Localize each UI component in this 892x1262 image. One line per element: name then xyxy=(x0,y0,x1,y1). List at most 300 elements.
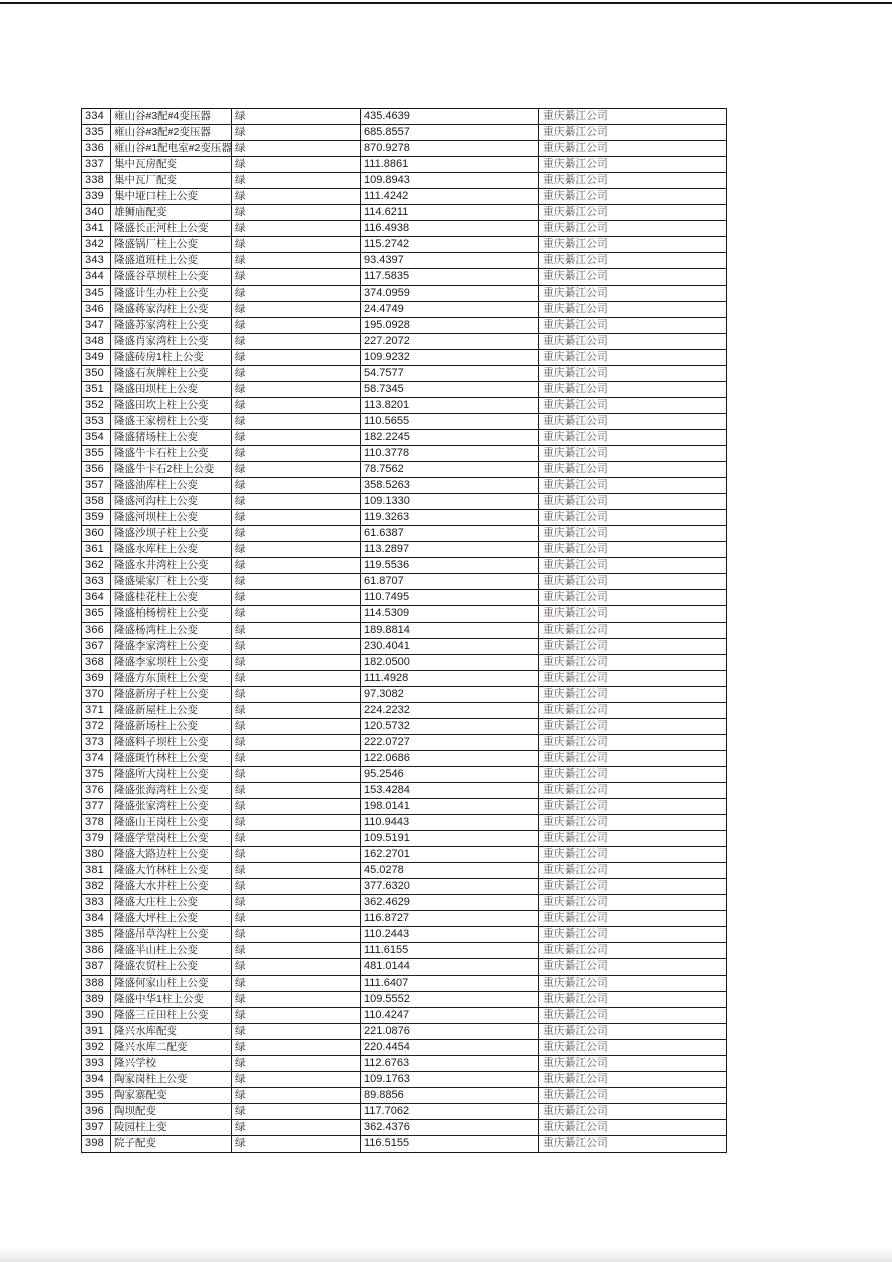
device-name-cell: 隆盛谷草坝柱上公变 xyxy=(111,269,232,284)
company-cell: 重庆綦江公司 xyxy=(543,880,608,893)
table-row xyxy=(82,590,726,606)
value-cell: 221.0876 xyxy=(361,1024,539,1039)
value-cell: 120.5732 xyxy=(361,719,539,734)
company-cell: 重庆綦江公司 xyxy=(543,158,608,171)
value-cell: 95.2546 xyxy=(361,767,539,782)
company-cell: 重庆綦江公司 xyxy=(543,126,608,139)
row-number-cell: 375 xyxy=(82,767,111,782)
company-cell: 重庆綦江公司 xyxy=(543,527,608,540)
value-cell: 109.1763 xyxy=(361,1072,539,1087)
table-row xyxy=(82,879,726,895)
company-cell: 重庆綦江公司 xyxy=(543,334,608,347)
status-cell: 绿 xyxy=(232,815,361,830)
value-cell: 119.5536 xyxy=(361,558,539,573)
company-cell: 重庆綦江公司 xyxy=(543,1088,608,1101)
company-cell: 重庆綦江公司 xyxy=(543,800,608,813)
company-cell: 重庆綦江公司 xyxy=(543,976,608,989)
company-cell: 重庆綦江公司 xyxy=(543,190,608,203)
company-cell: 重庆綦江公司 xyxy=(543,238,608,251)
table-row xyxy=(82,494,726,510)
device-name-cell: 隆盛牛卡石2柱上公变 xyxy=(111,462,232,477)
row-number-cell: 369 xyxy=(82,671,111,686)
row-number-cell: 387 xyxy=(82,959,111,974)
device-name-cell: 隆盛李家湾柱上公变 xyxy=(111,639,232,654)
row-number-cell: 358 xyxy=(82,494,111,509)
status-cell: 绿 xyxy=(232,286,361,301)
row-number-cell: 348 xyxy=(82,334,111,349)
company-cell: 重庆綦江公司 xyxy=(543,575,608,588)
company-cell: 重庆綦江公司 xyxy=(543,1120,608,1133)
device-name-cell: 隆盛半山柱上公变 xyxy=(111,943,232,958)
value-cell: 162.2701 xyxy=(361,847,539,862)
device-name-cell: 隆盛蒋家沟柱上公变 xyxy=(111,302,232,317)
device-name-cell: 隆盛计生办柱上公变 xyxy=(111,286,232,301)
value-cell: 377.6320 xyxy=(361,879,539,894)
device-name-cell: 隆盛新屋柱上公变 xyxy=(111,703,232,718)
table-row xyxy=(82,253,726,269)
company-cell: 重庆綦江公司 xyxy=(543,751,608,764)
device-name-cell: 隆兴水库配变 xyxy=(111,1024,232,1039)
company-cell: 重庆綦江公司 xyxy=(543,719,608,732)
company-cell: 重庆綦江公司 xyxy=(543,350,608,363)
device-name-cell: 隆盛牛卡石柱上公变 xyxy=(111,446,232,461)
company-cell: 重庆綦江公司 xyxy=(543,366,608,379)
row-number-cell: 337 xyxy=(82,157,111,172)
table-row xyxy=(82,623,726,639)
status-cell: 绿 xyxy=(232,302,361,317)
row-number-cell: 366 xyxy=(82,623,111,638)
status-cell: 绿 xyxy=(232,269,361,284)
status-cell: 绿 xyxy=(232,398,361,413)
status-cell: 绿 xyxy=(232,334,361,349)
status-cell: 绿 xyxy=(232,847,361,862)
status-cell: 绿 xyxy=(232,478,361,493)
device-name-cell: 陶家岗柱上公变 xyxy=(111,1072,232,1087)
device-name-cell: 隆盛学堂岗柱上公变 xyxy=(111,831,232,846)
row-number-cell: 395 xyxy=(82,1088,111,1103)
status-cell: 绿 xyxy=(232,751,361,766)
company-cell: 重庆綦江公司 xyxy=(543,254,608,267)
device-name-cell: 隆盛大竹林柱上公变 xyxy=(111,863,232,878)
device-name-cell: 隆盛田坝柱上公变 xyxy=(111,382,232,397)
device-name-cell: 雍山谷#3配#2变压器 xyxy=(111,125,232,140)
company-cell: 重庆綦江公司 xyxy=(543,1056,608,1069)
device-name-cell: 隆盛柏杨榜柱上公变 xyxy=(111,606,232,621)
table-row xyxy=(82,286,726,302)
company-cell: 重庆綦江公司 xyxy=(543,832,608,845)
device-name-cell: 院子配变 xyxy=(111,1136,232,1152)
value-cell: 61.6387 xyxy=(361,526,539,541)
device-name-cell: 集中垭口柱上公变 xyxy=(111,189,232,204)
value-cell: 54.7577 xyxy=(361,366,539,381)
company-cell: 重庆綦江公司 xyxy=(543,1040,608,1053)
device-name-cell: 隆盛河坝柱上公变 xyxy=(111,510,232,525)
value-cell: 358.5263 xyxy=(361,478,539,493)
row-number-cell: 341 xyxy=(82,221,111,236)
device-name-cell: 隆盛大坪柱上公变 xyxy=(111,911,232,926)
status-cell: 绿 xyxy=(232,318,361,333)
table-row xyxy=(82,269,726,285)
value-cell: 122.0686 xyxy=(361,751,539,766)
company-cell: 重庆綦江公司 xyxy=(543,639,608,652)
row-number-cell: 378 xyxy=(82,815,111,830)
row-number-cell: 342 xyxy=(82,237,111,252)
status-cell: 绿 xyxy=(232,719,361,734)
table-row xyxy=(82,943,726,959)
value-cell: 481.0144 xyxy=(361,959,539,974)
company-cell: 重庆綦江公司 xyxy=(543,783,608,796)
row-number-cell: 367 xyxy=(82,639,111,654)
status-cell: 绿 xyxy=(232,1040,361,1055)
value-cell: 111.8861 xyxy=(361,157,539,172)
company-cell: 重庆綦江公司 xyxy=(543,944,608,957)
table-row xyxy=(82,430,726,446)
device-name-cell: 隆盛砖房1柱上公变 xyxy=(111,350,232,365)
value-cell: 230.4041 xyxy=(361,639,539,654)
company-cell: 重庆綦江公司 xyxy=(543,960,608,973)
row-number-cell: 376 xyxy=(82,783,111,798)
row-number-cell: 355 xyxy=(82,446,111,461)
status-cell: 绿 xyxy=(232,125,361,140)
company-cell: 重庆綦江公司 xyxy=(543,142,608,155)
device-name-cell: 隆盛新场柱上公变 xyxy=(111,719,232,734)
value-cell: 61.8707 xyxy=(361,574,539,589)
company-cell: 重庆綦江公司 xyxy=(543,446,608,459)
table-row xyxy=(82,542,726,558)
table-row xyxy=(82,526,726,542)
value-cell: 362.4629 xyxy=(361,895,539,910)
status-cell: 绿 xyxy=(232,1072,361,1087)
device-name-cell: 隆盛肖家湾柱上公变 xyxy=(111,334,232,349)
row-number-cell: 377 xyxy=(82,799,111,814)
row-number-cell: 361 xyxy=(82,542,111,557)
table-row xyxy=(82,815,726,831)
row-number-cell: 389 xyxy=(82,992,111,1007)
row-number-cell: 360 xyxy=(82,526,111,541)
row-number-cell: 396 xyxy=(82,1104,111,1119)
table-row xyxy=(82,141,726,157)
value-cell: 58.7345 xyxy=(361,382,539,397)
row-number-cell: 351 xyxy=(82,382,111,397)
device-name-cell: 隆盛王家榜柱上公变 xyxy=(111,414,232,429)
status-cell: 绿 xyxy=(232,703,361,718)
company-cell: 重庆綦江公司 xyxy=(543,655,608,668)
table-row xyxy=(82,655,726,671)
company-cell: 重庆綦江公司 xyxy=(543,864,608,877)
table-row xyxy=(82,189,726,205)
value-cell: 182.0500 xyxy=(361,655,539,670)
device-name-cell: 隆盛长正河柱上公变 xyxy=(111,221,232,236)
row-number-cell: 363 xyxy=(82,574,111,589)
device-name-cell: 隆盛苏家湾柱上公变 xyxy=(111,318,232,333)
device-name-cell: 隆盛三丘田柱上公变 xyxy=(111,1008,232,1023)
table-row xyxy=(82,687,726,703)
value-cell: 112.6763 xyxy=(361,1056,539,1071)
row-number-cell: 354 xyxy=(82,430,111,445)
status-cell: 绿 xyxy=(232,141,361,156)
table-row xyxy=(82,927,726,943)
row-number-cell: 388 xyxy=(82,976,111,991)
row-number-cell: 370 xyxy=(82,687,111,702)
row-number-cell: 336 xyxy=(82,141,111,156)
value-cell: 109.9232 xyxy=(361,350,539,365)
status-cell: 绿 xyxy=(232,526,361,541)
status-cell: 绿 xyxy=(232,799,361,814)
table-row xyxy=(82,751,726,767)
value-cell: 222.0727 xyxy=(361,735,539,750)
device-name-cell: 集中瓦房配变 xyxy=(111,157,232,172)
status-cell: 绿 xyxy=(232,350,361,365)
value-cell: 110.3778 xyxy=(361,446,539,461)
device-name-cell: 雍山谷#3配#4变压器 xyxy=(111,109,232,124)
value-cell: 113.2897 xyxy=(361,542,539,557)
value-cell: 24.4749 xyxy=(361,302,539,317)
value-cell: 870.9278 xyxy=(361,141,539,156)
value-cell: 89.8856 xyxy=(361,1088,539,1103)
company-cell: 重庆綦江公司 xyxy=(543,222,608,235)
company-cell: 重庆綦江公司 xyxy=(543,382,608,395)
status-cell: 绿 xyxy=(232,687,361,702)
status-cell: 绿 xyxy=(232,863,361,878)
table-row xyxy=(82,414,726,430)
table-row xyxy=(82,1136,726,1152)
table-row xyxy=(82,446,726,462)
device-name-cell: 隆盛方东顶柱上公变 xyxy=(111,671,232,686)
value-cell: 153.4284 xyxy=(361,783,539,798)
status-cell: 绿 xyxy=(232,895,361,910)
row-number-cell: 364 xyxy=(82,590,111,605)
device-name-cell: 隆兴水库二配变 xyxy=(111,1040,232,1055)
company-cell: 重庆綦江公司 xyxy=(543,398,608,411)
value-cell: 109.5191 xyxy=(361,831,539,846)
value-cell: 195.0928 xyxy=(361,318,539,333)
row-number-cell: 335 xyxy=(82,125,111,140)
status-cell: 绿 xyxy=(232,992,361,1007)
value-cell: 110.7495 xyxy=(361,590,539,605)
row-number-cell: 379 xyxy=(82,831,111,846)
value-cell: 110.5655 xyxy=(361,414,539,429)
row-number-cell: 394 xyxy=(82,1072,111,1087)
status-cell: 绿 xyxy=(232,767,361,782)
table-row xyxy=(82,783,726,799)
status-cell: 绿 xyxy=(232,911,361,926)
company-cell: 重庆綦江公司 xyxy=(543,912,608,925)
value-cell: 189.8814 xyxy=(361,623,539,638)
row-number-cell: 368 xyxy=(82,655,111,670)
table-row xyxy=(82,478,726,494)
status-cell: 绿 xyxy=(232,253,361,268)
device-name-cell: 隆盛大庄柱上公变 xyxy=(111,895,232,910)
table-row xyxy=(82,895,726,911)
row-number-cell: 359 xyxy=(82,510,111,525)
row-number-cell: 381 xyxy=(82,863,111,878)
value-cell: 110.4247 xyxy=(361,1008,539,1023)
table-row xyxy=(82,125,726,141)
status-cell: 绿 xyxy=(232,783,361,798)
status-cell: 绿 xyxy=(232,157,361,172)
status-cell: 绿 xyxy=(232,173,361,188)
row-number-cell: 384 xyxy=(82,911,111,926)
device-name-cell: 隆盛桂花柱上公变 xyxy=(111,590,232,605)
table-row xyxy=(82,1024,726,1040)
company-cell: 重庆綦江公司 xyxy=(543,928,608,941)
row-number-cell: 380 xyxy=(82,847,111,862)
row-number-cell: 390 xyxy=(82,1008,111,1023)
value-cell: 182.2245 xyxy=(361,430,539,445)
device-name-cell: 隆盛新房子柱上公变 xyxy=(111,687,232,702)
status-cell: 绿 xyxy=(232,959,361,974)
company-cell: 重庆綦江公司 xyxy=(543,302,608,315)
table-row xyxy=(82,205,726,221)
device-name-cell: 隆盛料子坝柱上公变 xyxy=(111,735,232,750)
value-cell: 119.3263 xyxy=(361,510,539,525)
company-cell: 重庆綦江公司 xyxy=(543,430,608,443)
table-row xyxy=(82,992,726,1008)
device-name-cell: 隆盛油库柱上公变 xyxy=(111,478,232,493)
value-cell: 362.4376 xyxy=(361,1120,539,1135)
value-cell: 114.5309 xyxy=(361,606,539,621)
device-name-cell: 隆兴学校 xyxy=(111,1056,232,1071)
row-number-cell: 349 xyxy=(82,350,111,365)
row-number-cell: 372 xyxy=(82,719,111,734)
value-cell: 97.3082 xyxy=(361,687,539,702)
table-row xyxy=(82,976,726,992)
row-number-cell: 345 xyxy=(82,286,111,301)
table-row xyxy=(82,1072,726,1088)
row-number-cell: 373 xyxy=(82,735,111,750)
device-name-cell: 隆盛大路边柱上公变 xyxy=(111,847,232,862)
company-cell: 重庆綦江公司 xyxy=(543,992,608,1005)
row-number-cell: 397 xyxy=(82,1120,111,1135)
row-number-cell: 392 xyxy=(82,1040,111,1055)
status-cell: 绿 xyxy=(232,927,361,942)
table-row xyxy=(82,366,726,382)
company-cell: 重庆綦江公司 xyxy=(543,1008,608,1021)
table-row xyxy=(82,703,726,719)
status-cell: 绿 xyxy=(232,574,361,589)
table-row xyxy=(82,735,726,751)
device-name-cell: 集中瓦厂配变 xyxy=(111,173,232,188)
value-cell: 115.2742 xyxy=(361,237,539,252)
value-cell: 111.6407 xyxy=(361,976,539,991)
company-cell: 重庆綦江公司 xyxy=(543,543,608,556)
device-name-cell: 陶家寨配变 xyxy=(111,1088,232,1103)
company-cell: 重庆綦江公司 xyxy=(543,495,608,508)
value-cell: 111.4242 xyxy=(361,189,539,204)
table-row xyxy=(82,1104,726,1120)
table-row xyxy=(82,398,726,414)
device-name-cell: 隆盛中华1柱上公变 xyxy=(111,992,232,1007)
device-name-cell: 隆盛农贸柱上公变 xyxy=(111,959,232,974)
row-number-cell: 346 xyxy=(82,302,111,317)
company-cell: 重庆綦江公司 xyxy=(543,848,608,861)
device-name-cell: 隆盛道班柱上公变 xyxy=(111,253,232,268)
table-row xyxy=(82,959,726,975)
value-cell: 109.5552 xyxy=(361,992,539,1007)
value-cell: 117.7062 xyxy=(361,1104,539,1119)
row-number-cell: 385 xyxy=(82,927,111,942)
status-cell: 绿 xyxy=(232,462,361,477)
status-cell: 绿 xyxy=(232,366,361,381)
row-number-cell: 338 xyxy=(82,173,111,188)
value-cell: 110.2443 xyxy=(361,927,539,942)
transformer-table xyxy=(81,108,727,1153)
status-cell: 绿 xyxy=(232,606,361,621)
device-name-cell: 雄狮庙配变 xyxy=(111,205,232,220)
device-name-cell: 隆盛张海湾柱上公变 xyxy=(111,783,232,798)
value-cell: 220.4454 xyxy=(361,1040,539,1055)
value-cell: 435.4639 xyxy=(361,109,539,124)
table-row xyxy=(82,157,726,173)
status-cell: 绿 xyxy=(232,1024,361,1039)
company-cell: 重庆綦江公司 xyxy=(543,110,608,122)
row-number-cell: 344 xyxy=(82,269,111,284)
row-number-cell: 365 xyxy=(82,606,111,621)
status-cell: 绿 xyxy=(232,879,361,894)
table-row xyxy=(82,173,726,189)
status-cell: 绿 xyxy=(232,189,361,204)
table-row xyxy=(82,462,726,478)
table-row xyxy=(82,1056,726,1072)
table-row xyxy=(82,606,726,622)
table-row xyxy=(82,221,726,237)
device-name-cell: 隆盛杨湾柱上公变 xyxy=(111,623,232,638)
row-number-cell: 340 xyxy=(82,205,111,220)
table-row xyxy=(82,1040,726,1056)
company-cell: 重庆綦江公司 xyxy=(543,816,608,829)
row-number-cell: 391 xyxy=(82,1024,111,1039)
value-cell: 117.5835 xyxy=(361,269,539,284)
device-name-cell: 隆盛张家湾柱上公变 xyxy=(111,799,232,814)
table-row xyxy=(82,831,726,847)
row-number-cell: 352 xyxy=(82,398,111,413)
value-cell: 113.8201 xyxy=(361,398,539,413)
row-number-cell: 383 xyxy=(82,895,111,910)
company-cell: 重庆綦江公司 xyxy=(543,703,608,716)
row-number-cell: 339 xyxy=(82,189,111,204)
status-cell: 绿 xyxy=(232,558,361,573)
device-name-cell: 隆盛何家山柱上公变 xyxy=(111,976,232,991)
device-name-cell: 隆盛大水井柱上公变 xyxy=(111,879,232,894)
row-number-cell: 356 xyxy=(82,462,111,477)
device-name-cell: 隆盛山王岗柱上公变 xyxy=(111,815,232,830)
table-row xyxy=(82,671,726,687)
status-cell: 绿 xyxy=(232,109,361,124)
status-cell: 绿 xyxy=(232,590,361,605)
company-cell: 重庆綦江公司 xyxy=(543,174,608,187)
company-cell: 重庆綦江公司 xyxy=(543,896,608,909)
table-row xyxy=(82,719,726,735)
table-row xyxy=(82,799,726,815)
table-row xyxy=(82,302,726,318)
status-cell: 绿 xyxy=(232,831,361,846)
company-cell: 重庆綦江公司 xyxy=(543,511,608,524)
device-name-cell: 雍山谷#1配电室#2变压器 xyxy=(111,141,232,156)
status-cell: 绿 xyxy=(232,1056,361,1071)
value-cell: 45.0278 xyxy=(361,863,539,878)
device-name-cell: 隆盛吊草沟柱上公变 xyxy=(111,927,232,942)
value-cell: 111.4928 xyxy=(361,671,539,686)
device-name-cell: 隆盛沙坝子柱上公变 xyxy=(111,526,232,541)
value-cell: 110.9443 xyxy=(361,815,539,830)
table-row xyxy=(82,350,726,366)
company-cell: 重庆綦江公司 xyxy=(543,414,608,427)
row-number-cell: 374 xyxy=(82,751,111,766)
status-cell: 绿 xyxy=(232,205,361,220)
value-cell: 116.5155 xyxy=(361,1136,539,1152)
company-cell: 重庆綦江公司 xyxy=(543,591,608,604)
company-cell: 重庆綦江公司 xyxy=(543,286,608,299)
